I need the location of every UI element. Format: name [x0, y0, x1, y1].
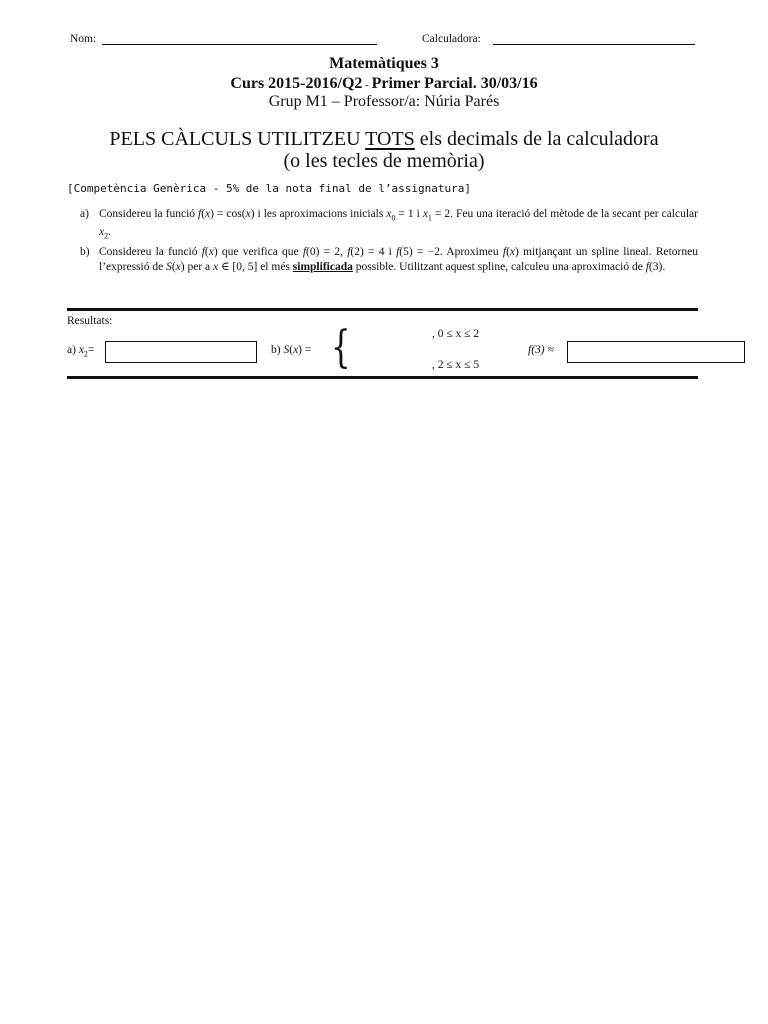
name-label: Nom: [70, 33, 97, 45]
answer-a-box[interactable] [105, 341, 257, 363]
subject-title: Matemàtiques 3 [329, 55, 439, 72]
course-title: Curs 2015-2016/Q2 - Primer Parcial. 30/03/16 [230, 75, 538, 92]
competence-note: [Competència Genèrica - 5% de la nota final de l’assignatura] [67, 182, 471, 195]
answer-b-label: b) S(x) = [271, 344, 312, 356]
answer-f3-box[interactable] [567, 341, 745, 363]
spline-case-2: , 2 ≤ x ≤ 5 [432, 359, 480, 371]
calculator-notice: PELS CÀLCULS UTILITZEU TOTS els decimals de la calculadora [109, 128, 659, 150]
calculator-label: Calculadora: [422, 33, 481, 45]
spline-case-1: , 0 ≤ x ≤ 2 [432, 328, 480, 340]
group-title: Grup M1 – Professor/a: Núria Parés [268, 93, 500, 110]
results-top-rule [67, 308, 698, 311]
calculator-notice-line2: (o les tecles de memòria) [283, 150, 485, 172]
f3-label: f(3) ≈ [528, 344, 554, 356]
name-field[interactable] [102, 44, 377, 45]
left-brace: { [331, 322, 351, 373]
answer-a-label: a) $x_2=$ [67, 344, 95, 359]
results-bottom-rule [67, 376, 698, 379]
results-label: Resultats: [67, 315, 113, 327]
calculator-field[interactable] [493, 44, 695, 45]
